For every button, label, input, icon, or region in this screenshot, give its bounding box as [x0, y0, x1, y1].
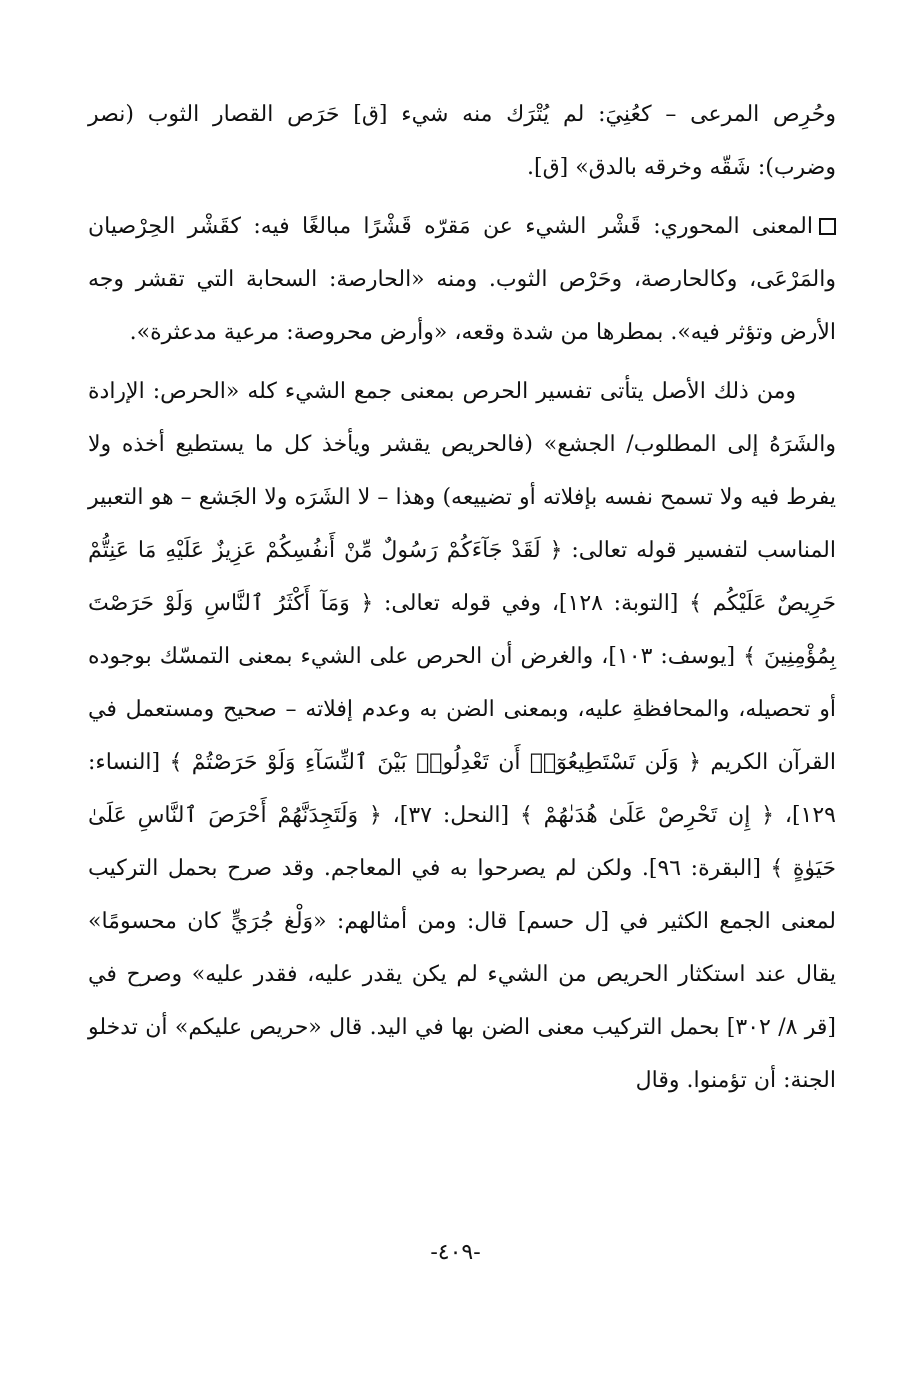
paragraph-interpretation: ومن ذلك الأصل يتأتى تفسير الحرص بمعنى جمع الشيء كله «الحرص: الإرادة والشَرَهُ إلى المطلوب/ الجشع» (فالحريص يقشر ويأخذ كل ما يستطيع أخذه ولا يفرط فيه ولا تسمح نفسه بإفلاته أو تضييعه) وهذا – لا الشَرَه ولا الجَشع – هو التعبير المناسب لتفسير قوله تعالى: ﴿ لَقَدْ جَآءَكُمْ رَسُولٌ مِّنْ أَنفُسِكُمْ عَزِيزٌ عَلَيْهِ مَا عَنِتُّمْ حَرِيصٌ عَلَيْكُم ﴾ [التوبة: ١٢٨]، وفي قوله تعالى: ﴿ وَمَآ أَكْثَرُ ٱلنَّاسِ وَلَوْ حَرَصْتَ بِمُؤْمِنِينَ ﴾ [يوسف: ١٠٣]، والغرض أن الحرص على الشيء بمعنى التمسّك بوجوده أو تحصيله، والمحافظةِ عليه، وبمعنى الضن به وعدم إفلاته – صحيح ومستعمل في القرآن الكريم ﴿ وَلَن تَسْتَطِيعُوٓا۟ أَن تَعْدِلُوا۟ بَيْنَ ٱلنِّسَآءِ وَلَوْ حَرَصْتُمْ ﴾ [النساء: ١٢٩]، ﴿ إِن تَحْرِصْ عَلَىٰ هُدَىٰهُمْ ﴾ [النحل: ٣٧]، ﴿ وَلَتَجِدَنَّهُمْ أَحْرَصَ ٱلنَّاسِ عَلَىٰ حَيَوٰةٍ ﴾ [البقرة: ٩٦]. ولكن لم يصرحوا به في المعاجم. وقد صرح بحمل التركيب لمعنى الجمع الكثير في [ل حسم] قال: ومن أمثالهم: «وَلْغ جُرَيٍّ كان محسومًا» يقال عند استكثار الحريص من الشيء لم يكن يقدر عليه، فقدر عليه» وصرح في [قر ٨/ ٣٠٢] بحمل التركيب معنى الضن بها في اليد. قال «حريص عليكم» أن تدخلو الجنة: أن تؤمنوا. وقال: [88, 379, 837, 1093]
page-number: -٤٠٩-: [430, 1240, 481, 1265]
paragraph-definition: وحُرِص المرعى – كعُنِيَ: لم يُتْرَك منه شيء [ق] حَرَص القصار الثوب (نصر وضرب): شَقّه وخرقه بالدق» [ق].: [88, 102, 836, 180]
square-bullet-icon: [819, 218, 836, 235]
paragraph-core-meaning: [88, 200, 836, 359]
paragraph-core-meaning-text: المعنى المحوري: قَشْر الشيء عن مَقرّه قَشْرًا مبالغًا فيه: كقَشْر الحِرْصيان والمَرْعَى، وكالحارصة، وحَرْص الثوب. ومنه «الحارصة: السحابة التي تقشر وجه الأرض وتؤثر فيه». بمطرها من شدة وقعه، «وأرض محروصة: مرعية مدعثرة».: [88, 214, 836, 345]
page-body: [88, 88, 836, 1107]
